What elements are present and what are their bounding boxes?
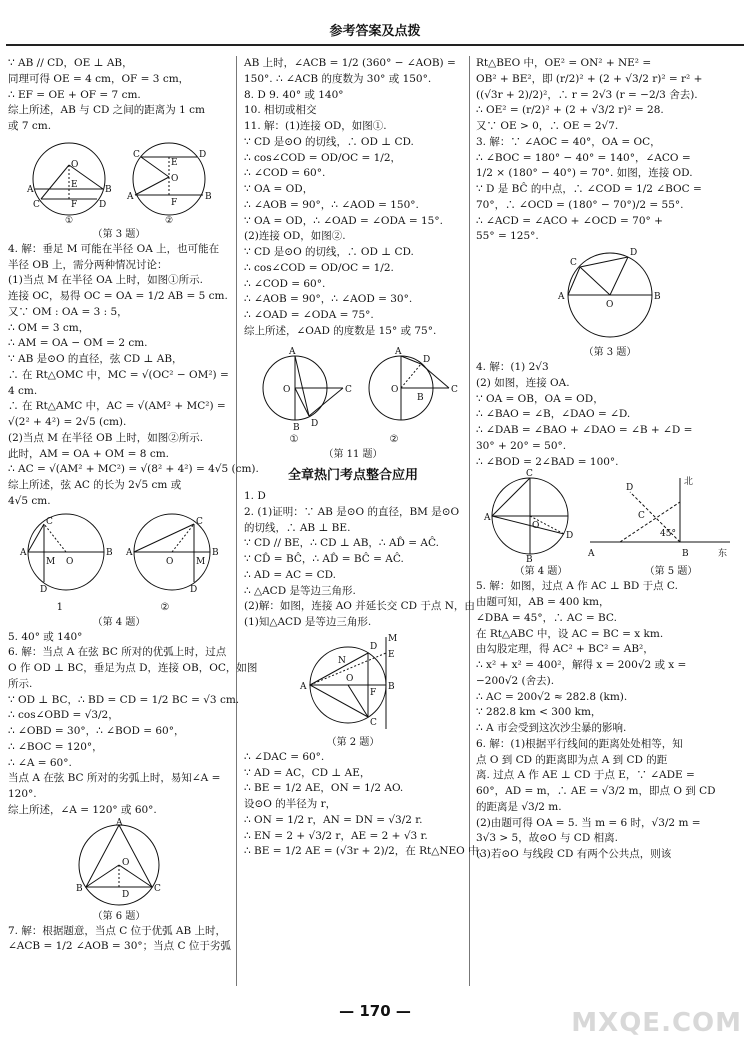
- svg-text:O: O: [122, 857, 130, 868]
- figure-2: [298, 633, 408, 733]
- fig11-diagram-1: [263, 347, 352, 433]
- figure-3-right-column: [550, 247, 670, 343]
- text-line: 综上所述，∠A = 120° 或 60°.: [8, 803, 157, 816]
- text-line: 由勾股定理，得 AC² + BC² = AB²，: [476, 643, 654, 656]
- text-line: ∠ACB = 1/2 ∠AOB = 30°；当点 C 位于劣弧: [8, 940, 231, 953]
- svg-text:D: D: [370, 641, 378, 652]
- text-line: 的距离是 √3/2 m.: [476, 800, 562, 813]
- text-line: ∴ AC = √(AM² + MC²) = √(8² + 4²) = 4√5 (cm).: [8, 463, 259, 476]
- svg-text:O: O: [532, 521, 540, 532]
- svg-text:A: A: [484, 513, 491, 524]
- svg-text:D: D: [311, 418, 319, 429]
- text-line: 此时，AM = OA + OM = 8 cm.: [8, 447, 169, 460]
- fig3r-caption: （第 3 题）: [583, 347, 637, 358]
- text-line: 6. 解：当点 A 在弦 BC 所对的优弧上时，过点: [8, 646, 227, 659]
- svg-text:B: B: [388, 681, 395, 692]
- fig11-sub-1: ①: [289, 433, 299, 445]
- svg-text:E: E: [71, 179, 78, 190]
- svg-text:M: M: [196, 556, 206, 567]
- text-line: ∵ OA = OB，OA = OD，: [476, 392, 604, 405]
- text-line: ∵ CD̂ = BĈ，∴ AD̂ = BĈ = AĈ.: [244, 553, 404, 565]
- text-line: ∴ ∠A = 60°.: [8, 756, 72, 769]
- svg-text:D: D: [626, 483, 634, 494]
- text-line: ∠DBA = 45°，∴ AC = BC.: [476, 611, 617, 624]
- watermark: MXQE.COM: [571, 1008, 742, 1038]
- text-line: ∵ AB 是⊙O 的直径，弦 CD ⊥ AB，: [8, 353, 183, 365]
- svg-text:D: D: [40, 584, 48, 595]
- text-line: 6. 解：(1)根据平行线间的距离处处相等，知: [476, 737, 683, 750]
- text-line: ∵ D 是 BĈ 的中点，∴ ∠COD = 1/2 ∠BOC =: [476, 183, 702, 195]
- section-title: 全章热门考点整合应用: [287, 467, 418, 483]
- fig4-diagram-2: [125, 514, 219, 595]
- svg-text:D: D: [122, 889, 130, 900]
- svg-text:D: D: [99, 199, 107, 210]
- svg-text:B: B: [293, 422, 300, 433]
- fig2-caption: （第 2 题）: [326, 736, 380, 748]
- fig11-caption: （第 11 题）: [323, 448, 383, 460]
- svg-text:O: O: [391, 384, 399, 395]
- text-line: 4. 解：(1) 2√3: [476, 361, 549, 373]
- svg-text:E: E: [388, 649, 395, 660]
- text-line: 70°，∴ ∠OCD = (180° − 70°)/2 = 55°.: [476, 198, 684, 211]
- text-line: ∵ AD = AC，CD ⊥ AE，: [244, 766, 371, 779]
- text-line: ∴ ∠OBD = 30°，∴ ∠BOD = 60°，: [8, 725, 185, 737]
- text-line: 的切线，∴ AB ⊥ BE.: [244, 521, 351, 534]
- fig4-right-diagram: [483, 469, 573, 565]
- text-line: (2)解：如图，连接 AO 并延长交 CD 于点 N，由: [244, 600, 475, 613]
- svg-text:N: N: [338, 655, 346, 666]
- svg-text:A: A: [27, 184, 34, 195]
- figure-11: [253, 342, 458, 433]
- text-line: ∴ OE² = (r/2)² + (2 + √3/2 r)² = 28.: [476, 104, 664, 117]
- text-line: 55° = 125°.: [476, 230, 539, 243]
- svg-text:O: O: [346, 673, 354, 684]
- fig4-diagram-1: [19, 514, 113, 595]
- fig3-diagram-2: [126, 143, 212, 215]
- fig3-sub-2: ②: [165, 215, 174, 226]
- svg-text:O: O: [283, 384, 291, 395]
- text-line: ((√3r + 2)/2)²，∴ r = 2√3 (r = −2/3 舍去).: [476, 88, 698, 101]
- col3-text-block-2: [476, 360, 744, 470]
- fig11-sublabels: [244, 432, 444, 447]
- text-line: 1/2 × (180° − 40°) = 70°. 如图，连接 OD.: [476, 167, 693, 180]
- text-line: ∴ ∠DAB = ∠BAO + ∠DAO = ∠B + ∠D =: [476, 424, 693, 436]
- svg-text:E: E: [171, 157, 178, 168]
- svg-text:D: D: [190, 584, 198, 595]
- page-title: 参考答案及点拨: [329, 24, 421, 39]
- col2-text-block-1: [244, 56, 462, 340]
- text-line: −200√2 (舍去).: [476, 674, 555, 687]
- text-line: 点 O 到 CD 的距离即为点 A 到 CD 的距: [476, 753, 668, 766]
- svg-text:A: A: [588, 549, 595, 560]
- text-line: 4. 解：垂足 M 可能在半径 OA 上，也可能在: [8, 242, 220, 255]
- svg-text:D: D: [630, 248, 638, 258]
- text-line: 4 cm.: [8, 384, 38, 397]
- text-line: 8. D 9. 40° 或 140°: [244, 88, 344, 101]
- text-line: 设⊙O 的半径为 r，: [244, 798, 337, 810]
- text-line: ∴ ∠DAC = 60°.: [244, 750, 325, 763]
- text-line: ∴ cos∠COD = OD/OC = 1/2.: [244, 261, 394, 274]
- text-line: 2. (1)证明：∵ AB 是⊙O 的直径，BM 是⊙O: [244, 505, 460, 518]
- text-line: ∴ OM = 3 cm，: [8, 321, 90, 334]
- text-line: ∴ AD = AC = CD.: [244, 568, 336, 581]
- fig4r-caption: （第 4 题）: [514, 566, 568, 578]
- svg-text:O: O: [606, 300, 614, 310]
- fig4-sub-1: 1: [56, 601, 64, 613]
- col2-text-block-2: [244, 489, 475, 631]
- text-line: 5. 40° 或 140°: [8, 630, 83, 643]
- fig4-sublabels: [8, 600, 218, 615]
- svg-text:C: C: [196, 516, 203, 527]
- text-line: 在 Rt△ABC 中，设 AC = BC = x km.: [476, 627, 664, 640]
- figure-4-left-column: [14, 512, 224, 598]
- svg-text:B: B: [212, 547, 219, 558]
- fig5-north: 北: [684, 477, 694, 488]
- svg-text:A: A: [300, 681, 307, 692]
- text-line: ∴ ∠BOC = 180° − 40° = 140°，∠ACO =: [476, 151, 691, 164]
- text-line: 10. 相切或相交: [244, 104, 317, 117]
- text-line: ∵ CD // BE，∴ CD ⊥ AB，∴ AD̂ = AĈ.: [244, 537, 439, 550]
- text-line: 所示.: [8, 677, 33, 690]
- svg-text:B: B: [105, 184, 112, 195]
- svg-text:C: C: [133, 149, 140, 160]
- fig45-captions: [476, 564, 736, 579]
- text-line: ∴ cos∠OBD = √3/2，: [8, 709, 119, 722]
- col1-text-block-3: [8, 630, 258, 819]
- svg-text:A: A: [289, 346, 296, 357]
- text-line: ∴ ∠ACD = ∠ACO + ∠OCD = 70° +: [476, 214, 663, 227]
- svg-text:M: M: [46, 556, 56, 567]
- text-line: 5. 解：如图，过点 A 作 AC ⊥ BD 于点 C.: [476, 580, 678, 593]
- text-line: AB 上时，∠ACB = 1/2 (360° − ∠AOB) =: [244, 57, 456, 69]
- text-line: ∴ ∠OAD = ∠ODA = 75°.: [244, 309, 374, 321]
- fig5-east: 东: [718, 549, 728, 560]
- text-line: 3√3 > 5，故⊙O 与 CD 相离.: [476, 832, 618, 845]
- text-line: ∴ BE = 1/2 AE = (√3r + 2)/2，在 Rt△NEO 中，: [244, 845, 490, 858]
- text-line: ∴ ∠COD = 60°.: [244, 167, 326, 180]
- fig4-caption: （第 4 题）: [92, 616, 146, 628]
- svg-text:C: C: [154, 883, 161, 894]
- figure-6: [64, 817, 174, 907]
- svg-text:D: D: [423, 354, 431, 365]
- svg-text:M: M: [388, 633, 398, 644]
- fig11-diagram-2: [369, 347, 458, 420]
- col3-text-block-3: [476, 579, 744, 863]
- text-line: Rt△BEO 中，OE² = ON² + NE² =: [476, 57, 652, 69]
- column-2: [244, 56, 490, 986]
- svg-text:O: O: [171, 173, 179, 184]
- text-line: 同理可得 OE = 4 cm，OF = 3 cm，: [8, 72, 190, 85]
- svg-text:B: B: [654, 292, 661, 302]
- text-line: 综上所述，AB 与 CD 之间的距离为 1 cm: [8, 104, 205, 117]
- text-line: ∴ AC = 200√2 ≈ 282.8 (km).: [476, 690, 628, 703]
- text-line: ∴ ∠AOB = 90°，∴ ∠AOD = 30°.: [244, 293, 413, 306]
- svg-text:C: C: [570, 258, 577, 268]
- svg-text:A: A: [127, 191, 134, 202]
- text-line: (2)当点 M 在半径 OB 上时，如图②所示.: [8, 431, 204, 444]
- svg-text:C: C: [638, 511, 645, 522]
- text-line: ∴ x² + x² = 400²，解得 x = 200√2 或 x =: [476, 659, 687, 671]
- text-line: ∵ OD ⊥ BC，∴ BD = CD = 1/2 BC = √3 cm.: [8, 693, 240, 706]
- svg-text:O: O: [166, 556, 174, 567]
- page-number: — 170 —: [339, 1002, 411, 1020]
- text-line: 或 7 cm.: [8, 120, 52, 132]
- svg-text:B: B: [417, 392, 424, 403]
- svg-text:C: C: [451, 384, 458, 395]
- column-3: [476, 56, 744, 986]
- svg-text:A: A: [20, 547, 27, 558]
- text-line: (2)由题可得 OA = 5. 当 m = 6 时，√3/2 m =: [476, 816, 701, 829]
- text-line: (1)当点 M 在半径 OA 上时，如图①所示.: [8, 274, 204, 287]
- text-line: ∴ ∠BAO = ∠B，∠DAO = ∠D.: [476, 408, 631, 421]
- svg-text:O: O: [66, 556, 74, 567]
- page-header: [0, 0, 750, 50]
- text-line: (1)知△ACD 是等边三角形.: [244, 616, 372, 628]
- fig3-caption: （第 3 题）: [92, 228, 146, 240]
- svg-text:D: D: [566, 531, 574, 542]
- svg-text:O: O: [71, 159, 79, 170]
- fig3-sub-1: ①: [65, 215, 74, 226]
- svg-text:A: A: [126, 547, 133, 558]
- text-line: 又∵ OM : OA = 3 : 5，: [8, 305, 128, 318]
- text-line: 150°. ∴ ∠ACB 的度数为 30° 或 150°.: [244, 72, 432, 85]
- text-line: ∴ EF = OE + OF = 7 cm.: [8, 88, 141, 101]
- text-line: ∴ A 市会受到这次沙尘暴的影响.: [476, 722, 627, 734]
- svg-text:A: A: [116, 817, 123, 828]
- text-line: 连接 OC，易得 OC = OA = 1/2 AB = 5 cm.: [8, 290, 228, 302]
- text-line: 综上所述，弦 AC 的长为 2√5 cm 或: [8, 479, 182, 491]
- text-line: ∴ AM = OA − OM = 2 cm.: [8, 337, 148, 350]
- svg-text:C: C: [33, 199, 40, 210]
- svg-text:C: C: [370, 717, 377, 728]
- fig4-sub-2: ②: [160, 601, 170, 613]
- col2-text-block-3: [244, 750, 490, 860]
- text-line: (3)若⊙O 与线段 CD 有两个公共点，则该: [476, 848, 672, 860]
- text-line: 综上所述，∠OAD 的度数是 15° 或 75°.: [244, 324, 437, 337]
- text-line: OB² + BE²，即 (r/2)² + (2 + √3/2 r)² = r² +: [476, 72, 703, 85]
- text-line: ∴ 在 Rt△OMC 中，MC = √(OC² − OM²) =: [8, 368, 229, 381]
- svg-text:F: F: [370, 687, 377, 698]
- svg-text:C: C: [526, 469, 533, 480]
- text-line: 120°.: [8, 788, 37, 800]
- text-line: (2)连接 OD，如图②.: [244, 230, 346, 243]
- text-line: ∴ EN = 2 + √3/2 r，AE = 2 + √3 r.: [244, 829, 428, 842]
- text-line: 60°，AD = m，∴ AE = √3/2 m，即点 O 到 CD: [476, 785, 716, 797]
- svg-text:C: C: [345, 384, 352, 395]
- fig3-diagram-1: [26, 143, 112, 215]
- svg-text:C: C: [46, 516, 53, 527]
- text-line: 4√5 cm.: [8, 494, 51, 507]
- text-line: 7. 解：根据题意，当点 C 位于优弧 AB 上时，: [8, 924, 227, 937]
- col1-text-block-4: [8, 924, 230, 956]
- text-line: ∴ △ACD 是等边三角形.: [244, 584, 356, 597]
- fig5-angle: 45°: [660, 529, 676, 540]
- svg-text:B: B: [682, 549, 689, 560]
- text-line: O 作 OD ⊥ BC，垂足为点 D，连接 OB，OC，如图: [8, 662, 258, 674]
- svg-text:D: D: [199, 149, 207, 160]
- header-rule: [6, 44, 744, 46]
- text-line: 当点 A 在弦 BC 所对的劣弧上时，易知∠A =: [8, 772, 221, 785]
- text-line: ∴ ∠BOC = 120°，: [8, 740, 103, 753]
- col1-text-block-1: [8, 56, 230, 135]
- svg-text:A: A: [558, 292, 565, 302]
- text-line: ∴ ∠COD = 60°.: [244, 277, 326, 290]
- text-line: 1. D: [244, 490, 266, 502]
- text-line: ∴ ∠AOB = 90°，∴ ∠AOD = 150°.: [244, 198, 419, 211]
- text-line: ∵ AB // CD，OE ⊥ AB，: [8, 57, 133, 69]
- text-line: ∴ ∠BOD = 2∠BAD = 100°.: [476, 455, 619, 468]
- text-line: ∵ 282.8 km < 300 km，: [476, 706, 602, 719]
- text-line: ∴ ON = 1/2 r，AN = DN = √3/2 r.: [244, 813, 423, 826]
- text-line: ∵ OA = OD，∴ ∠OAD = ∠ODA = 15°.: [244, 214, 443, 227]
- text-line: ∴ BE = 1/2 AE，ON = 1/2 AO.: [244, 782, 404, 795]
- svg-text:B: B: [526, 555, 533, 566]
- text-line: 离. 过点 A 作 AE ⊥ CD 于点 E，∵ ∠ADE =: [476, 769, 695, 782]
- svg-text:F: F: [171, 197, 178, 208]
- figures-4-5: [480, 469, 740, 566]
- text-line: 30° + 20° = 50°.: [476, 439, 567, 452]
- fig6-caption: （第 6 题）: [92, 910, 146, 922]
- svg-text:B: B: [106, 547, 113, 558]
- text-line: 半径 OB 上，需分两种情况讨论：: [8, 258, 168, 271]
- text-line: 3. 解：∵ ∠AOC = 40°，OA = OC，: [476, 135, 661, 148]
- fig5-diagram: [587, 475, 730, 559]
- text-line: ∵ CD 是⊙O 的切线，∴ OD ⊥ CD.: [244, 246, 414, 258]
- fig11-sub-2: ②: [389, 433, 399, 445]
- svg-text:F: F: [71, 199, 78, 210]
- fig5-caption: （第 5 题）: [644, 566, 698, 578]
- text-line: ∵ OA = OD，: [244, 183, 314, 195]
- text-line: 由题可知，AB = 400 km，: [476, 596, 610, 608]
- svg-text:B: B: [76, 883, 83, 894]
- figure-3-left-column: [19, 137, 219, 225]
- text-line: ∵ CD 是⊙O 的切线，∴ OD ⊥ CD.: [244, 135, 414, 148]
- svg-text:B: B: [205, 191, 212, 202]
- text-line: 11. 解：(1)连接 OD，如图①.: [244, 120, 387, 132]
- text-line: ∴ cos∠COD = OD/OC = 1/2，: [244, 151, 402, 164]
- text-line: ∴ 在 Rt△AMC 中，AC = √(AM² + MC²) =: [8, 400, 226, 413]
- column-divider-1: [236, 56, 237, 986]
- text-line: 又∵ OE > 0，∴ OE = 2√7.: [476, 120, 619, 132]
- text-line: (2) 如图，连接 OA.: [476, 376, 570, 389]
- text-line: √(2² + 4²) = 2√5 (cm).: [8, 416, 127, 428]
- col3-text-block-1: [476, 56, 744, 245]
- svg-text:A: A: [395, 346, 402, 357]
